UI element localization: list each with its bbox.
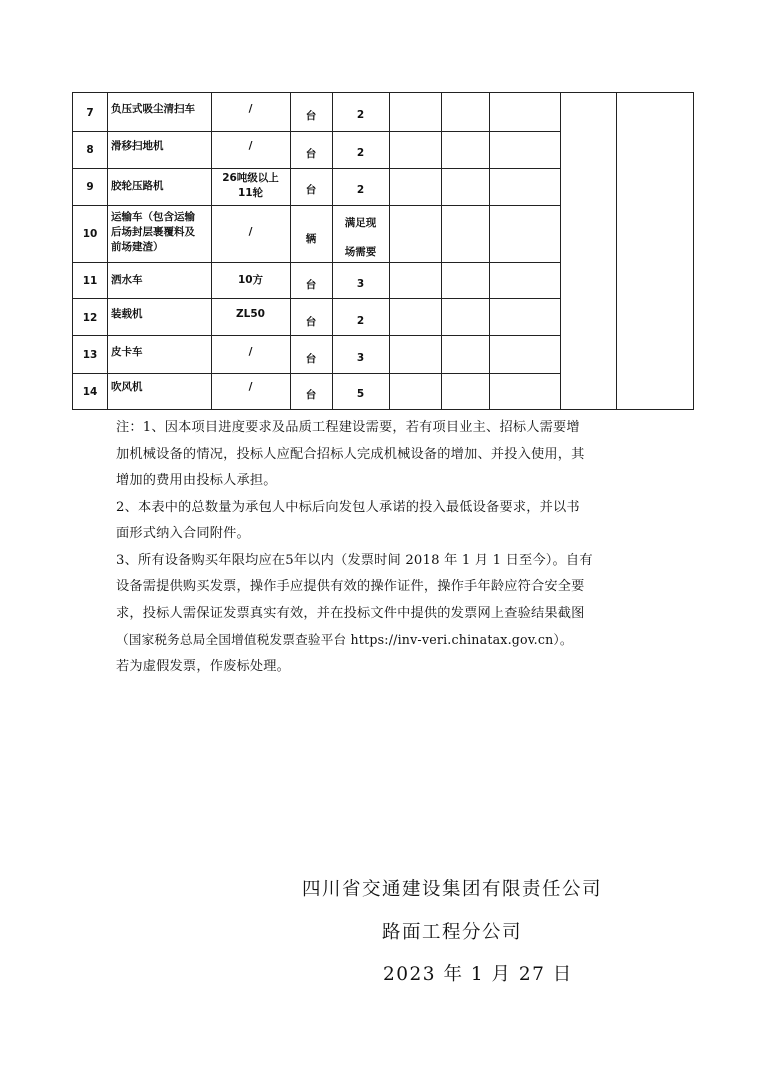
equipment-spec: ZL50: [236, 308, 265, 320]
equipment-qty: 2: [356, 147, 365, 159]
note-line: 面形式纳入合同附件。: [116, 526, 250, 541]
equipment-spec: /: [248, 381, 253, 393]
equipment-spec: 26吨级以上: [222, 172, 279, 184]
equipment-name: 后场封层裹覆料及: [111, 226, 195, 238]
equipment-name: 装载机: [111, 308, 143, 320]
equipment-spec: /: [248, 140, 253, 152]
row-number: 11: [82, 275, 98, 287]
note-line: 增加的费用由投标人承担。: [116, 473, 277, 488]
note-line: 若为虚假发票，作废标处理。: [116, 658, 291, 674]
company-name: 四川省交通建设集团有限责任公司: [302, 879, 603, 900]
equipment-unit: 台: [305, 148, 317, 160]
note-line: 求，投标人需保证发票真实有效，并在投标文件中提供的发票网上查验结果截图: [116, 605, 585, 621]
note-line: （国家税务总局全国增值税发票查验平台 https://inv-veri.chinatax.gov.cn）。: [116, 632, 573, 647]
equipment-spec: 11轮: [237, 187, 264, 199]
equipment-name: 皮卡车: [111, 346, 143, 358]
equipment-qty: 场需要: [344, 246, 377, 258]
equipment-name: 前场建渣）: [111, 241, 164, 253]
table-divider: [489, 93, 490, 409]
table-divider: [73, 373, 560, 374]
equipment-unit: 台: [305, 316, 317, 328]
equipment-spec: /: [248, 103, 253, 115]
table-divider: [389, 93, 390, 409]
equipment-qty: 3: [356, 278, 365, 290]
note-line: 注：1、因本项目进度要求及品质工程建设需要，若有项目业主、招标人需要增: [116, 420, 580, 435]
equipment-unit: 辆: [305, 233, 317, 245]
equipment-unit: 台: [305, 184, 317, 196]
table-divider: [73, 131, 560, 132]
equipment-name: 滑移扫地机: [111, 140, 164, 152]
table-divider: [73, 168, 560, 169]
equipment-qty: 满足现: [344, 217, 377, 229]
table-divider: [73, 205, 560, 206]
equipment-name: 吹风机: [111, 381, 143, 393]
row-number: 12: [82, 312, 98, 324]
equipment-name: 胶轮压路机: [111, 180, 164, 192]
row-number: 9: [86, 181, 94, 193]
note-line: 设备需提供购买发票，操作手应提供有效的操作证件，操作手年龄应符合安全要: [116, 579, 585, 594]
equipment-qty: 2: [356, 109, 365, 121]
equipment-qty: 2: [356, 184, 365, 196]
row-number: 14: [82, 386, 98, 398]
equipment-spec: /: [248, 346, 253, 358]
table-divider: [616, 93, 617, 409]
row-number: 8: [86, 144, 94, 156]
table-divider: [73, 298, 560, 299]
table-divider: [560, 93, 561, 409]
equipment-name: 洒水车: [111, 274, 143, 286]
equipment-spec: /: [248, 226, 253, 238]
equipment-qty: 2: [356, 315, 365, 327]
note-line: 加机械设备的情况，投标人应配合招标人完成机械设备的增加、并投入使用，其: [116, 446, 585, 462]
table-divider: [107, 93, 108, 409]
equipment-name: 运输车（包含运输: [111, 211, 195, 223]
equipment-qty: 3: [356, 352, 365, 364]
notes-section: [116, 415, 656, 680]
equipment-unit: 台: [305, 353, 317, 365]
document-date: 2023 年 1 月 27 日: [383, 964, 573, 985]
equipment-spec: 10方: [237, 274, 264, 286]
equipment-table: [72, 92, 694, 410]
equipment-unit: 台: [305, 279, 317, 291]
note-line: 3、所有设备购买年限均应在5年以内（发票时间 2018 年 1 月 1 日至今）。自有: [116, 552, 593, 568]
equipment-unit: 台: [305, 110, 317, 122]
equipment-unit: 台: [305, 389, 317, 401]
note-line: 2、本表中的总数量为承包人中标后向发包人承诺的投入最低设备要求，并以书: [116, 499, 580, 515]
equipment-name: 负压式吸尘清扫车: [111, 103, 195, 115]
table-divider: [441, 93, 442, 409]
row-number: 13: [82, 349, 98, 361]
table-divider: [73, 335, 560, 336]
equipment-qty: 5: [356, 388, 365, 400]
table-divider: [73, 262, 560, 263]
branch-name: 路面工程分公司: [382, 922, 523, 943]
row-number: 10: [82, 228, 98, 240]
row-number: 7: [86, 107, 94, 119]
